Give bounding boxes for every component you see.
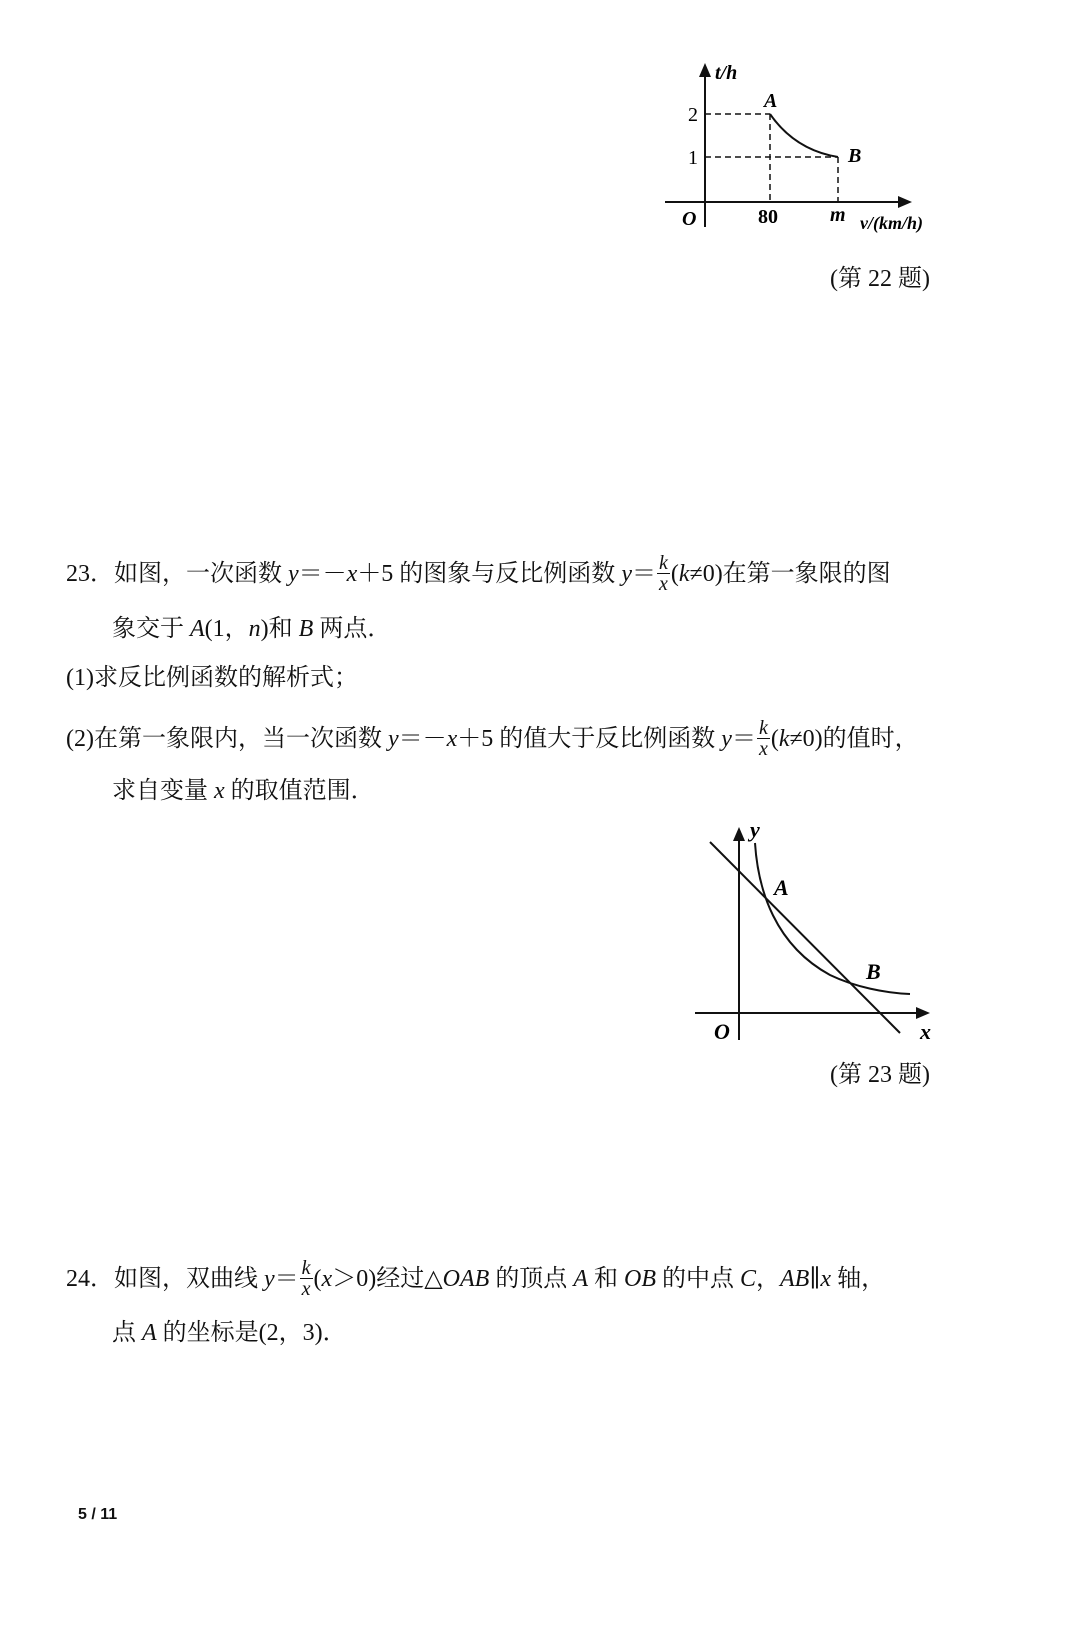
y-axis-arrow: [733, 827, 745, 841]
fraction-k-over-x: $\frac{k}{x}$: [658, 552, 668, 595]
tick-t2-label: 2: [688, 104, 698, 126]
q24-line-1: 24．如图，双曲线 y＝ $\frac{k}{x}$ (x＞0)经过△OAB 的顶点 A 和 OB 的中点 C，AB∥x 轴，: [66, 1257, 886, 1300]
v-axis-label: v/(km/h): [860, 213, 923, 233]
y-axis-label: y: [750, 817, 760, 842]
origin-label: O: [714, 1019, 730, 1044]
q24-number: 24．: [66, 1266, 114, 1293]
v-axis-arrow: [898, 196, 912, 208]
tick-m-label: m: [830, 204, 846, 226]
point-a-label: A: [774, 875, 789, 900]
point-b-label: B: [866, 959, 881, 984]
figure-22-caption: (第 22 题): [830, 266, 930, 292]
origin-label: O: [682, 208, 697, 230]
curve-ab: [770, 114, 838, 157]
t-axis-arrow: [699, 63, 711, 77]
q23-part-1: (1)求反比例函数的解析式；: [66, 665, 358, 691]
x-axis-arrow: [916, 1007, 930, 1019]
fraction-k-over-x: $\frac{k}{x}$: [301, 1257, 311, 1300]
figure-23-graph: [690, 815, 950, 1050]
point-b-label: B: [848, 145, 862, 167]
q23-part-2: (2)在第一象限内，当一次函数 y＝－x＋5 的值大于反比例函数 y＝ $\frac{k}{x}$ (k≠0)的值时，: [66, 717, 919, 760]
tick-t1-label: 1: [688, 147, 698, 169]
figure-23-caption: (第 23 题): [830, 1062, 930, 1088]
x-axis-label: x: [920, 1019, 931, 1044]
q23-part-2-cont: 求自变量 x 的取值范围．: [112, 778, 375, 804]
t-axis-label: t/h: [715, 62, 738, 84]
figure-22-graph: [660, 55, 950, 245]
q23-line-2: 象交于 A(1，n)和 B 两点．: [112, 616, 392, 642]
page-number: 5 / 11: [78, 1506, 118, 1523]
q23-line-1: 23．如图，一次函数 y＝－x＋5 的图象与反比例函数 y＝ $\frac{k}{x}$ (k≠0)在第一象限的图: [66, 552, 891, 595]
q24-line-2: 点 A 的坐标是(2，3)．: [112, 1320, 347, 1346]
q23-number: 23．: [66, 561, 114, 588]
hyperbola-curve: [755, 843, 910, 994]
fraction-k-over-x: $\frac{k}{x}$: [758, 717, 768, 760]
tick-80-label: 80: [758, 206, 778, 228]
point-a-label: A: [764, 90, 778, 112]
